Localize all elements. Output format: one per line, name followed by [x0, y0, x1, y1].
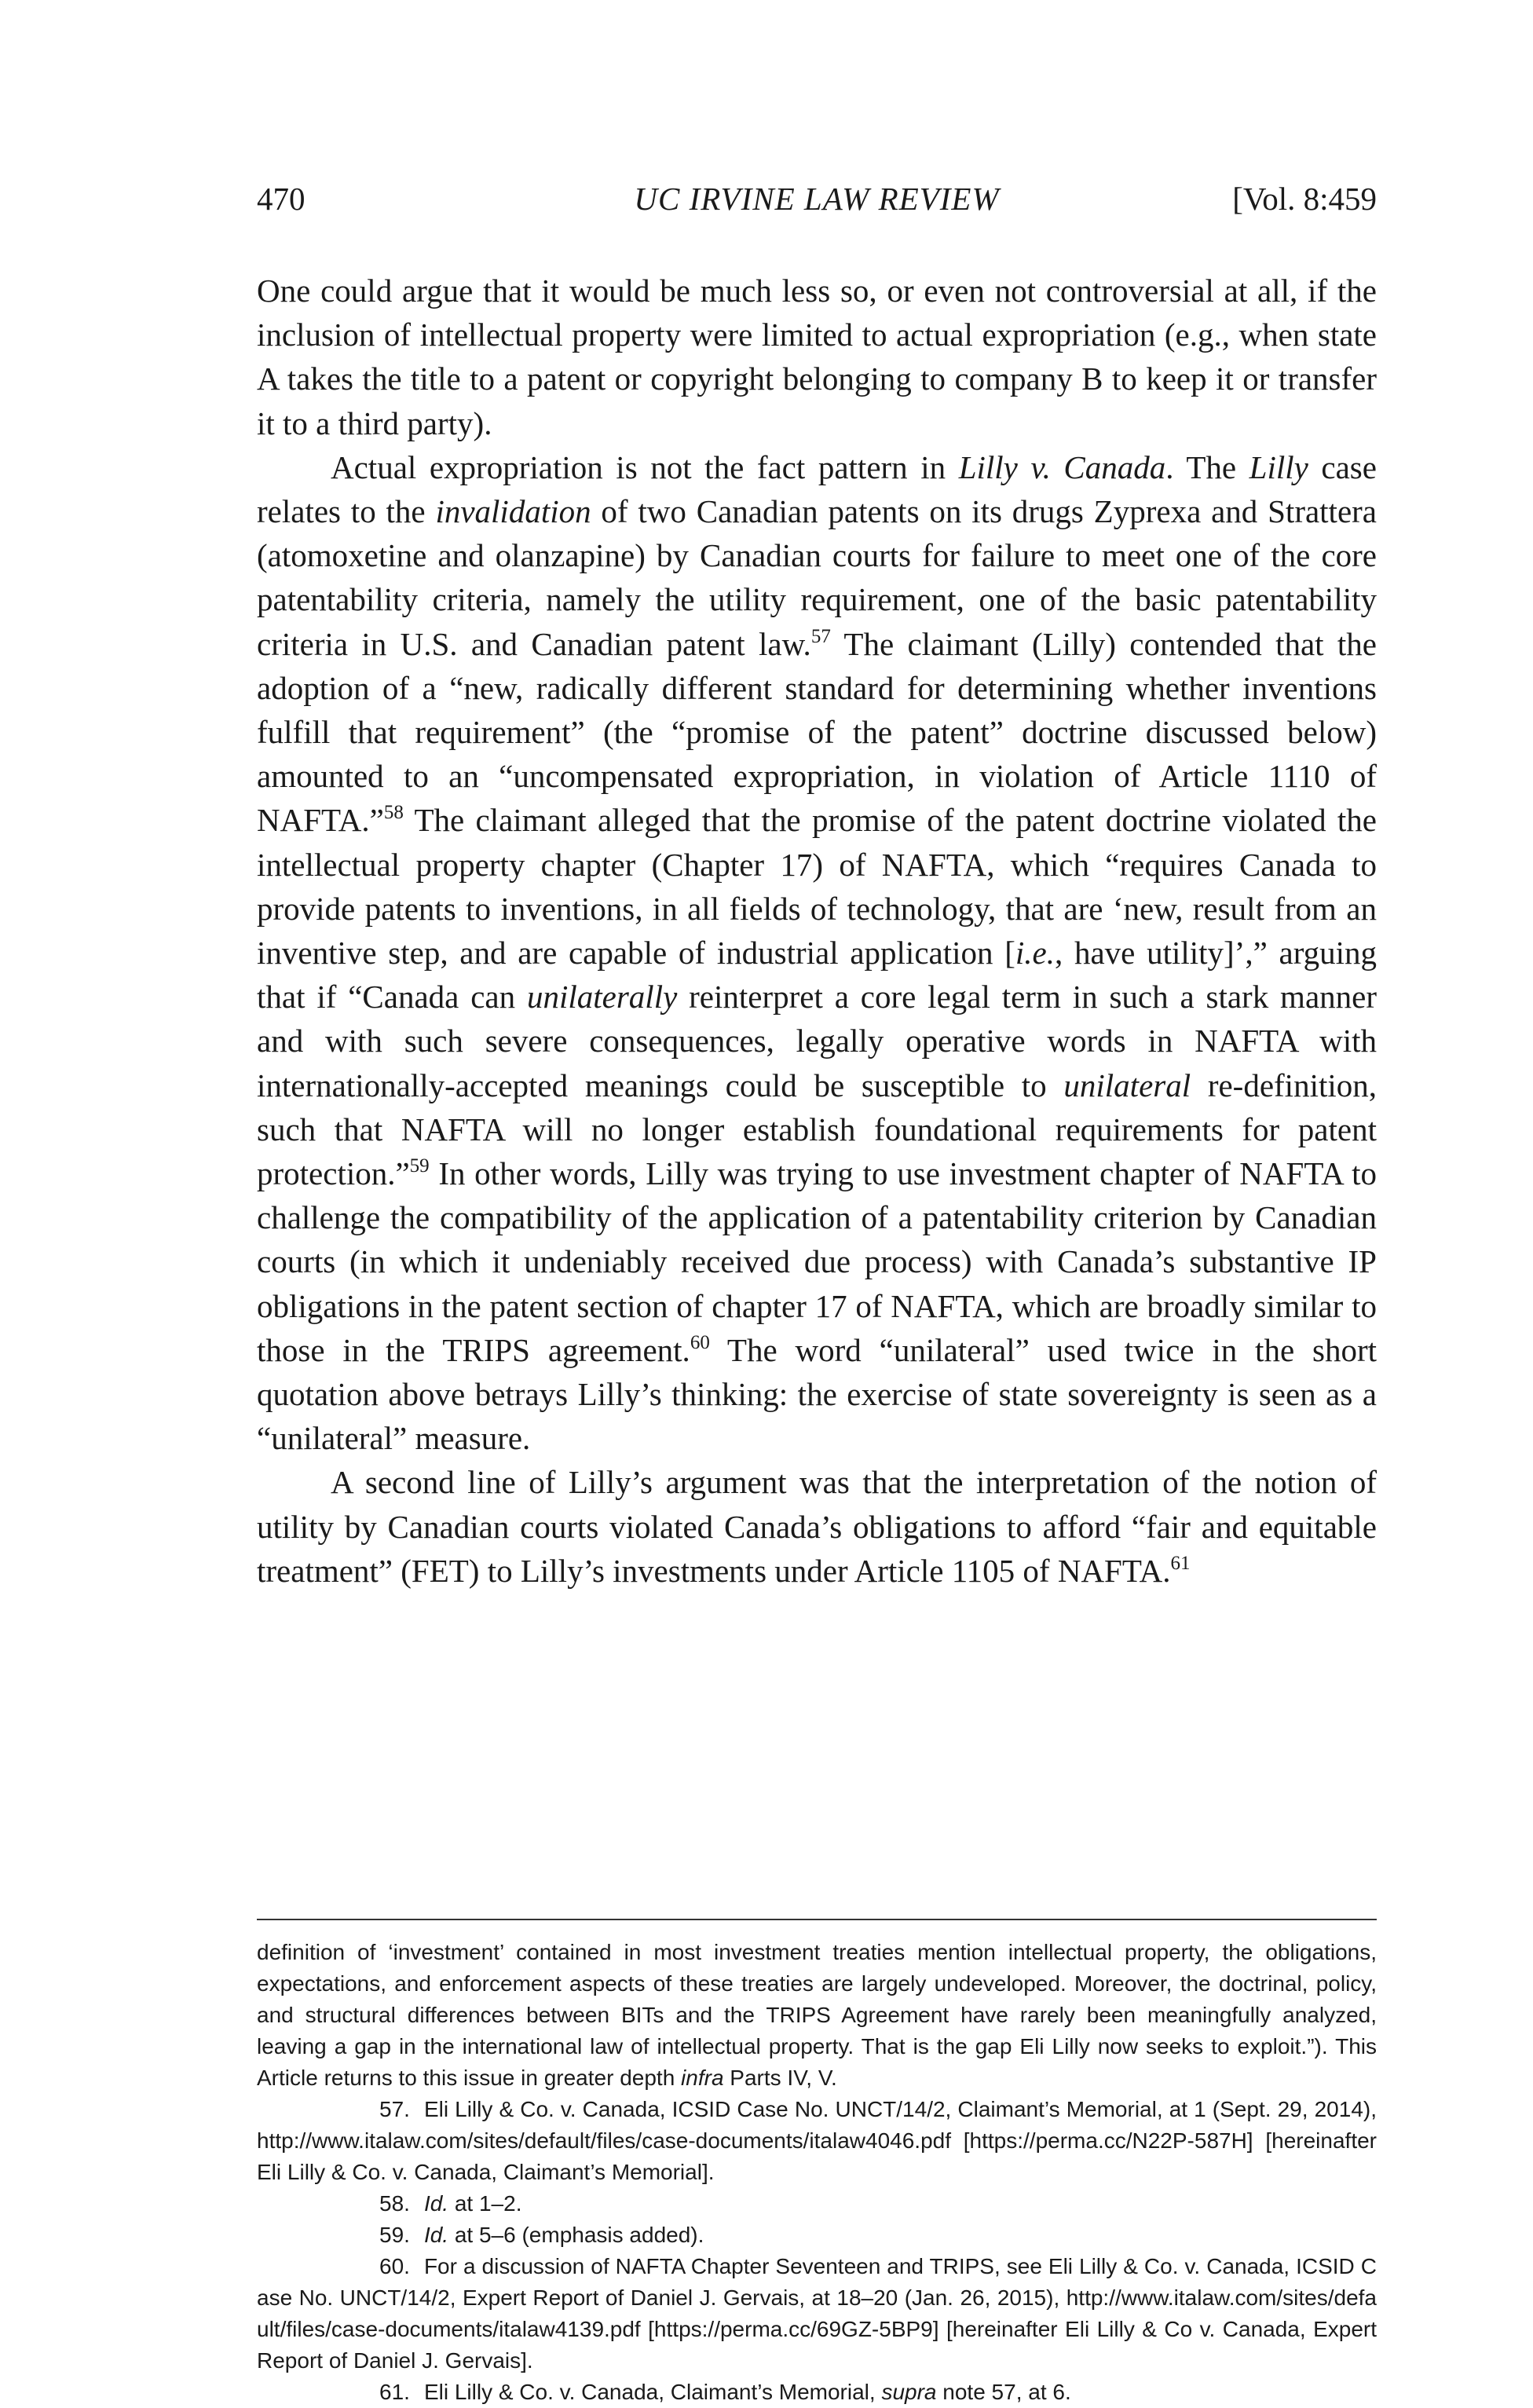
emphasis-invalidation: invalidation — [435, 493, 591, 530]
case-name-lilly: Lilly — [1249, 448, 1308, 485]
journal-title: UC IRVINE LAW REVIEW — [634, 181, 1000, 217]
footnote-58: 58. Id. at 1–2. — [257, 2188, 1377, 2220]
volume-reference: [Vol. 8:459 — [1232, 181, 1377, 217]
running-header — [257, 177, 1377, 220]
paragraph-1: One could argue that it would be much less so, or even not controversial at all, if the inclusion of intellectual property were limited to actual expropriation (e.g., when state A takes the title to a patent or copyright belonging to company B to keep it or transfer it to a third party). — [257, 273, 1377, 441]
footnote-number: 58. — [379, 2191, 410, 2216]
footnote-ref-57[interactable]: 57 — [810, 625, 831, 647]
footnote-ref-58[interactable]: 58 — [383, 802, 404, 824]
emphasis-ie: i.e. — [1015, 935, 1055, 972]
page-number: 470 — [257, 181, 306, 217]
footnotes-section — [257, 1937, 1377, 2408]
footnote-number: 61. — [379, 2380, 410, 2404]
paragraph-2: Actual expropriation is not the fact pattern in Lilly v. Canada. The Lilly case relates to the invalidation of two Canadian patents on its drugs Zyprexa and Strattera (atomoxetine and olanzapine) by Canadian courts for failure to meet one of the core patentability criteria, namely the utility requirement, one of the basic patentability criteria in U.S. and Canadian patent law.$^{57}$ The claimant (Lilly) contended that the adoption of a “new, radically different standard for determining whether inventions fulfill that requirement” (the “promise of the patent” doctrine discussed below) amounted to an “uncompensated expropriation, in violation of Article 1110 of NAFTA.”$^{58}$ The claimant alleged that the promise of the patent doctrine violated the intellectual property chapter (Chapter 17) of NAFTA, which “requires Canada to provide patents to inventions, in all fields of technology, that are ‘new, result from an inventive step, and are capable of industrial application [i.e., have utility]’,” arguing that if “Canada can unilaterally reinterpret a core legal term in such a stark manner and with such severe consequences, legally operative words in NAFTA with internationally-accepted meanings could be susceptible to unilateral re-definition, such that NAFTA will no longer establish foundational requirements for patent protection.”$^{59}$ In other words, Lilly was trying to use investment chapter of NAFTA to challenge the compatibility of the application of a patentability criterion by Canadian courts (in which it undeniably received due process) with Canada’s substantive IP obligations in the patent section of chapter 17 of NAFTA, which are broadly similar to those in the TRIPS agreement.$^{60}$ The word “unilateral” used twice in the short quotation above betrays Lilly’s thinking: the exercise of state sovereignty is seen as a “unilateral” measure. — [257, 448, 1377, 1457]
footnote-ref-59[interactable]: 59 — [409, 1155, 430, 1177]
footnote-continued: definition of ‘investment’ contained in most investment treaties mention intellectual property, the obligations, expectations, and enforcement aspects of these treaties are largely undeveloped. Moreover, the doctrinal, policy, and structural differences between BITs and the TRIPS Agreement have rarely been meaningfully analyzed, leaving a gap in the international law of intellectual property. That is the gap Eli Lilly now seeks to exploit.”). This Article returns to this issue in greater depth infra Parts IV, V. — [257, 1940, 1377, 2090]
footnote-number: 57. — [379, 2097, 410, 2121]
paragraph-3: A second line of Lilly’s argument was that the interpretation of the notion of utility by Canadian courts violated Canada’s obligations to afford “fair and equitable treatment” (FET) to Lilly’s investments under Article 1105 of NAFTA.$^{61}$ — [257, 1464, 1377, 1589]
footnote-61: 61. Eli Lilly & Co. v. Canada, Claimant’s Memorial, supra note 57, at 6. — [257, 2377, 1377, 2408]
emphasis-unilaterally: unilaterally — [526, 979, 678, 1016]
footnote-divider — [257, 1919, 1377, 1920]
footnote-60: 60. For a discussion of NAFTA Chapter Seventeen and TRIPS, see Eli Lilly & Co. v. Canada, ICSID Case No. UNCT/14/2, Expert Report of Daniel J. Gervais, at 18–20 (Jan. 26, 2015), http://www.italaw.com/sites/default/files/case-documents/italaw4139.pdf [https://perma.cc/69GZ-5BP9] [hereinafter Eli Lilly & Co v. Canada, Expert Report of Daniel J. Gervais]. — [257, 2251, 1377, 2377]
footnote-number: 59. — [379, 2223, 410, 2247]
footnote-57: 57. Eli Lilly & Co. v. Canada, ICSID Case No. UNCT/14/2, Claimant’s Memorial, at 1 (Sept. 29, 2014), http://www.italaw.com/sites/default/files/case-documents/italaw4046.pdf [https://perma.cc/N22P-587H] [hereinafter Eli Lilly & Co. v. Canada, Claimant’s Memorial]. — [257, 2094, 1377, 2188]
footnote-ref-60[interactable]: 60 — [690, 1331, 710, 1353]
emphasis-unilateral: unilateral — [1063, 1067, 1191, 1103]
footnote-ref-61[interactable]: 61 — [1170, 1552, 1191, 1574]
main-text — [257, 269, 1377, 1593]
footnote-59: 59. Id. at 5–6 (emphasis added). — [257, 2220, 1377, 2251]
case-name-lilly-v-canada: Lilly v. Canada — [958, 448, 1166, 485]
footnote-number: 60. — [379, 2254, 410, 2278]
